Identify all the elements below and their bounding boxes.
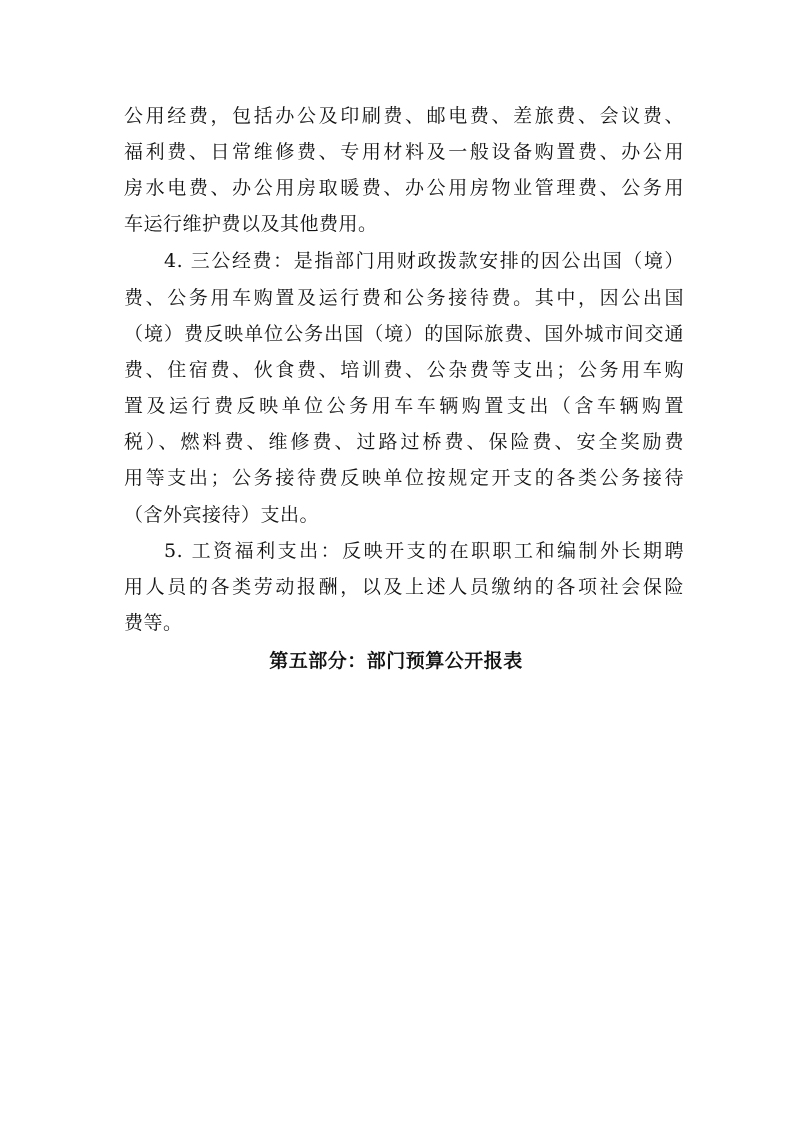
- paragraph-line: 车运行维护费以及其他费用。: [124, 213, 378, 235]
- paragraph-line: 费等。: [124, 612, 183, 634]
- paragraph-line: 置及运行费反映单位公务用车车辆购置支出（含车辆购置: [124, 395, 684, 417]
- paragraph-line: 用人员的各类劳动报酬，以及上述人员缴纳的各项社会保险: [124, 576, 684, 598]
- paragraph-line: 税）、燃料费、维修费、过路过桥费、保险费、安全奖励费: [124, 431, 684, 453]
- paragraph-line: （含外宾接待）支出。: [124, 504, 320, 526]
- paragraph-line: 用等支出；公务接待费反映单位按规定开支的各类公务接待: [124, 467, 684, 489]
- paragraph-line: 5. 工资福利支出：反映开支的在职职工和编制外长期聘: [164, 540, 684, 562]
- paragraph-line: 公用经费，包括办公及印刷费、邮电费、差旅费、会议费、: [124, 105, 684, 127]
- paragraph-line: （境）费反映单位公务出国（境）的国际旅费、国外城市间交通: [124, 323, 684, 345]
- paragraph-line: 房水电费、办公用房取暖费、办公用房物业管理费、公务用: [124, 177, 684, 199]
- paragraph-line: 费、住宿费、伙食费、培训费、公杂费等支出；公务用车购: [124, 359, 684, 381]
- section-heading: 第五部分：部门预算公开报表: [269, 650, 523, 672]
- paragraph-line: 费、公务用车购置及运行费和公务接待费。其中，因公出国: [124, 287, 684, 309]
- paragraph-line: 4. 三公经费：是指部门用财政拨款安排的因公出国（境）: [164, 250, 684, 272]
- paragraph-line: 福利费、日常维修费、专用材料及一般设备购置费、办公用: [124, 141, 684, 163]
